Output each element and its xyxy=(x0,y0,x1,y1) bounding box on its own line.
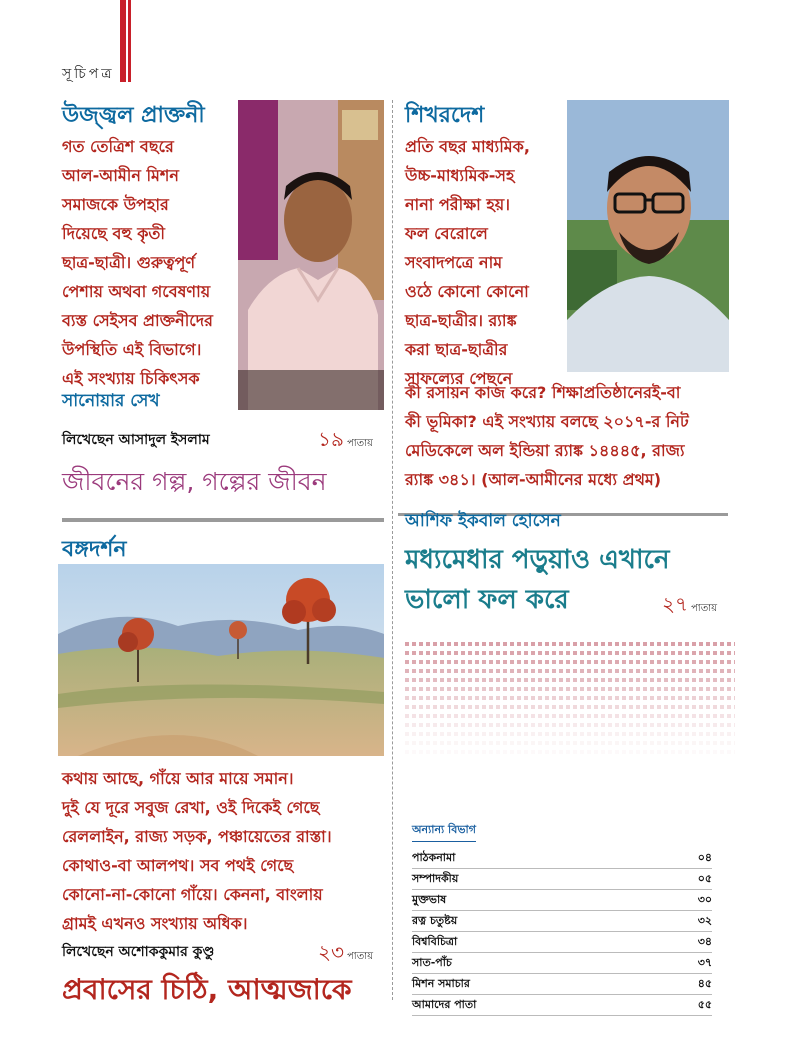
body-line: ব্যস্ত সেইসব প্রাক্তনীদের xyxy=(62,311,213,330)
body-line: করা ছাত্র-ছাত্রীর xyxy=(405,340,508,359)
bangladarshan-headline[interactable]: প্রবাসের চিঠি, আত্মজাকে xyxy=(62,973,352,1006)
bangladarshan-body xyxy=(62,764,392,938)
body-line: কোথাও-বা আলপথ। সব পথই গেছে xyxy=(62,856,294,875)
headline-line: মধ্যমেধার পড়ুয়াও এখানে xyxy=(405,545,670,575)
headline-line: ভালো ফল করে xyxy=(405,585,569,615)
index-title: অন্যান্য বিভাগ xyxy=(412,821,476,842)
dash-pattern xyxy=(405,640,735,790)
peak-headline[interactable] xyxy=(405,540,670,620)
body-line: ছাত্র-ছাত্রী। গুরুত্বপূর্ণ xyxy=(62,253,196,272)
body-line: গ্রামই এখনও সংখ্যায় অধিক। xyxy=(62,914,248,933)
body-line: মেডিকেলে অল ইন্ডিয়া র‍্যাঙ্ক ১৪৪৪৫, রাজ্য xyxy=(405,441,685,460)
alumni-byline: লিখেছেন আসাদুল ইসলাম xyxy=(62,432,210,448)
index-page: ৩০ xyxy=(697,893,712,906)
index-row[interactable] xyxy=(412,890,712,911)
index-row[interactable] xyxy=(412,995,712,1016)
body-line: দুই যে দূরে সবুজ রেখা, ওই দিকেই গেছে xyxy=(62,798,320,817)
section-title-bangladarshan: বঙ্গদর্শন xyxy=(62,537,127,562)
body-line: দিয়েছে বহু কৃতী xyxy=(62,224,166,243)
page-number: ২৩ xyxy=(318,940,345,964)
index-label: সম্পাদকীয় xyxy=(412,872,459,885)
body-line: আল-আমীন মিশন xyxy=(62,166,179,185)
header-red-bar xyxy=(120,0,126,82)
index-label: রত্ন চতুষ্টয় xyxy=(412,914,458,927)
peak-body-narrow xyxy=(405,132,575,393)
body-line: সাফল্যের পেছনে xyxy=(405,369,513,388)
page-number: ১৯ xyxy=(318,427,344,451)
peak-photo xyxy=(567,100,729,372)
body-line: র‍্যাঙ্ক ৩৪১। (আল-আমীনের মধ্যে প্রথম) xyxy=(405,470,662,489)
page-number: ২৭ xyxy=(662,592,689,616)
index-page: ৩৭ xyxy=(697,956,712,969)
index-page: ০৪ xyxy=(697,851,712,864)
body-line: সমাজকে উপহার xyxy=(62,195,169,214)
page-word: পাতায় xyxy=(347,951,373,962)
section-title-alumni: উজ্জ্বল প্রাক্তনী xyxy=(62,103,205,128)
index-page: ৪৫ xyxy=(697,977,712,990)
body-line: কোনো-না-কোনো গাঁয়ে। কেননা, বাংলায় xyxy=(62,885,323,904)
section-title-peak: শিখরদেশ xyxy=(405,103,485,128)
peak-author: আশিফ ইকবাল হোসেন xyxy=(405,511,561,531)
alumni-body xyxy=(62,132,262,393)
body-line: নানা পরীক্ষা হয়। xyxy=(405,195,510,214)
header-red-bar-thin xyxy=(128,0,131,82)
body-line: উচ্চ-মাধ্যমিক-সহ xyxy=(405,166,515,185)
column-divider xyxy=(392,100,393,1000)
body-line: ফল বেরোলে xyxy=(405,224,488,243)
body-line: প্রতি বছর মাধ্যমিক, xyxy=(405,137,530,156)
body-line: ওঠে কোনো কোনো xyxy=(405,282,529,301)
body-line: সংবাদপত্রে নাম xyxy=(405,253,503,272)
page-title: সূচিপত্র xyxy=(62,66,115,82)
index-row[interactable] xyxy=(412,932,712,953)
page-word: পাতায় xyxy=(346,438,373,449)
body-line: এই সংখ্যায় চিকিৎসক xyxy=(62,369,200,388)
index-label: আমাদের পাতা xyxy=(412,998,477,1011)
index-row[interactable] xyxy=(412,974,712,995)
index-page: ৩২ xyxy=(697,914,712,927)
index-label: পাঠকনামা xyxy=(412,851,456,864)
body-line: গত তেত্রিশ বছরে xyxy=(62,137,174,156)
index-row[interactable] xyxy=(412,848,712,869)
index-label: মিশন সমাচার xyxy=(412,977,470,990)
alumni-headline[interactable]: জীবনের গল্প, গল্পের জীবন xyxy=(62,467,327,496)
index-page: ০৫ xyxy=(697,872,712,885)
index-table xyxy=(412,848,712,1016)
index-row[interactable] xyxy=(412,911,712,932)
body-line: কী রসায়ন কাজ করে? শিক্ষাপ্রতিষ্ঠানেরই-বা xyxy=(405,383,681,402)
index-page: ৫৫ xyxy=(697,998,712,1011)
page-word: পাতায় xyxy=(691,603,717,614)
bangladarshan-page-ref xyxy=(318,938,373,971)
index-row[interactable] xyxy=(412,869,712,890)
index-row[interactable] xyxy=(412,953,712,974)
index-label: মুক্তভাষ xyxy=(412,893,447,906)
body-line: কথায় আছে, গাঁয়ে আর মায়ে সমান। xyxy=(62,769,294,788)
landscape-painting xyxy=(58,564,384,756)
body-line: উপস্থিতি এই বিভাগে। xyxy=(62,340,202,359)
index-page: ৩৪ xyxy=(697,935,712,948)
body-line: ছাত্র-ছাত্রীর। র‍্যাঙ্ক xyxy=(405,311,517,330)
bangladarshan-byline: লিখেছেন অশোককুমার কুণ্ডু xyxy=(62,944,215,960)
peak-page-ref xyxy=(662,590,717,623)
alumni-page-ref xyxy=(318,425,373,458)
peak-body-wide xyxy=(405,378,735,494)
alumni-author: সানোয়ার সেখ xyxy=(62,391,160,411)
other-sections-index xyxy=(412,818,712,1016)
body-line: কী ভূমিকা? এই সংখ্যায় বলছে ২০১৭-র নিট xyxy=(405,412,689,431)
body-line: পেশায় অথবা গবেষণায় xyxy=(62,282,211,301)
body-line: রেললাইন, রাজ্য সড়ক, পঞ্চায়েতের রাস্তা। xyxy=(62,827,332,846)
alumni-photo xyxy=(238,100,384,410)
index-label: বিশ্ববিচিত্রা xyxy=(412,935,458,948)
index-label: সাত-পাঁচ xyxy=(412,956,452,969)
divider-left xyxy=(62,518,384,522)
